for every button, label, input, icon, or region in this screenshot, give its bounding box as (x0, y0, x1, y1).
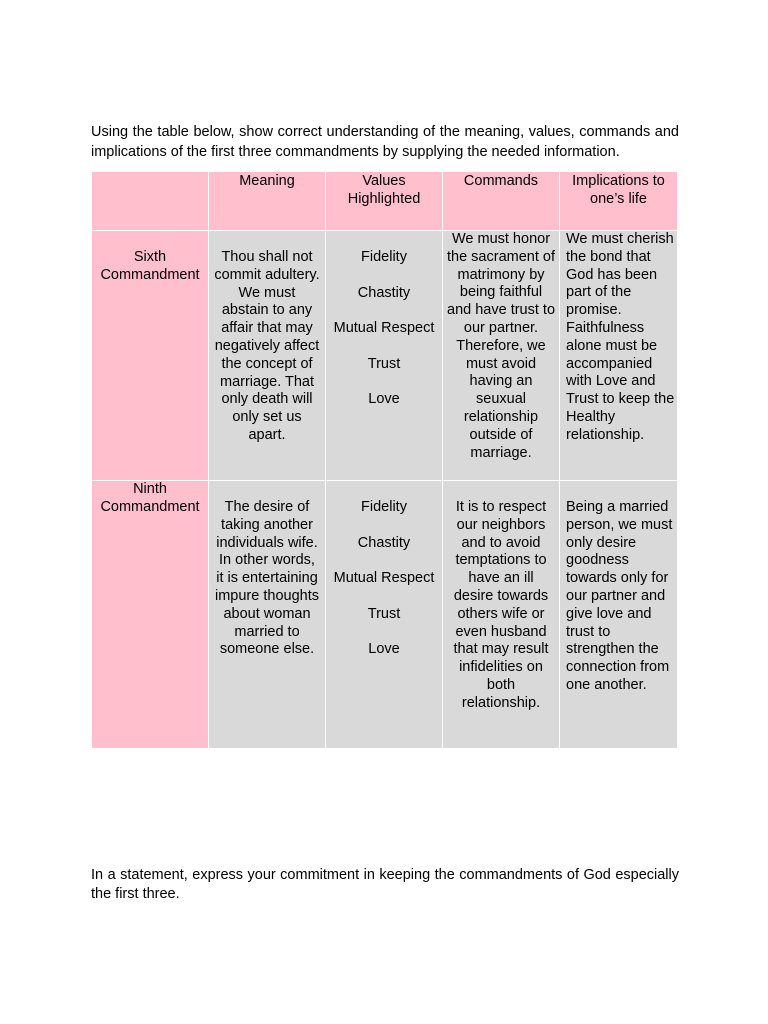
row-label-ninth: Ninth Commandment (92, 481, 209, 749)
statement-prompt: In a statement, express your commitment in keeping the commandments of God especially the first three. (91, 867, 679, 902)
values-cell (326, 231, 443, 481)
value-item: Fidelity (361, 249, 407, 265)
value-item: Chastity (357, 284, 411, 301)
value-item: Chastity (357, 534, 411, 551)
implications-cell: We must cherish the bond that God has been part of the promise. Faithfulness alone must be accompanied with Love and Trust to keep the Healthy relationship. (560, 231, 678, 481)
meaning-cell: Thou shall not commit adultery. We must abstain to any affair that may negatively affect the concept of marriage. That only death will only set us apart. (209, 231, 326, 481)
value-item: Trust (367, 355, 401, 372)
commands-cell: We must honor the sacrament of matrimony by being faithful and have trust to our partner. Therefore, we must avoid having an seuxual relationship outside of marriage. (443, 231, 560, 481)
implications-cell: Being a married person, we must only desire goodness towards only for our partner and give love and trust to strengthen the connection from one another. (560, 481, 678, 749)
header-values: Values Highlighted (326, 172, 443, 231)
value-item: Fidelity (361, 499, 407, 515)
instructions-paragraph: Using the table below, show correct understanding of the meaning, values, commands and implications of the first three commandments by supplying the needed information. (91, 124, 679, 160)
commandments-table (91, 171, 678, 749)
value-item: Mutual Respect (333, 320, 435, 337)
value-item: Love (368, 641, 400, 658)
row-label-sixth: Sixth Commandment (92, 231, 209, 481)
meaning-cell: The desire of taking another individuals wife. In other words, it is entertaining impure thoughts about woman married to someone else. (209, 481, 326, 749)
values-cell (326, 481, 443, 749)
value-item: Love (368, 391, 400, 408)
table-row (92, 231, 678, 481)
commands-cell: It is to respect our neighbors and to avoid temptations to have an ill desire towards others wife or even husband that may result infidelities on both relationship. (443, 481, 560, 749)
value-item: Trust (367, 605, 401, 622)
header-corner-cell (92, 172, 209, 231)
header-row (92, 172, 678, 231)
value-item: Mutual Respect (333, 570, 435, 587)
header-commands: Commands (443, 172, 560, 231)
header-implications: Implications to one’s life (560, 172, 678, 231)
header-meaning: Meaning (209, 172, 326, 231)
table-row (92, 481, 678, 749)
